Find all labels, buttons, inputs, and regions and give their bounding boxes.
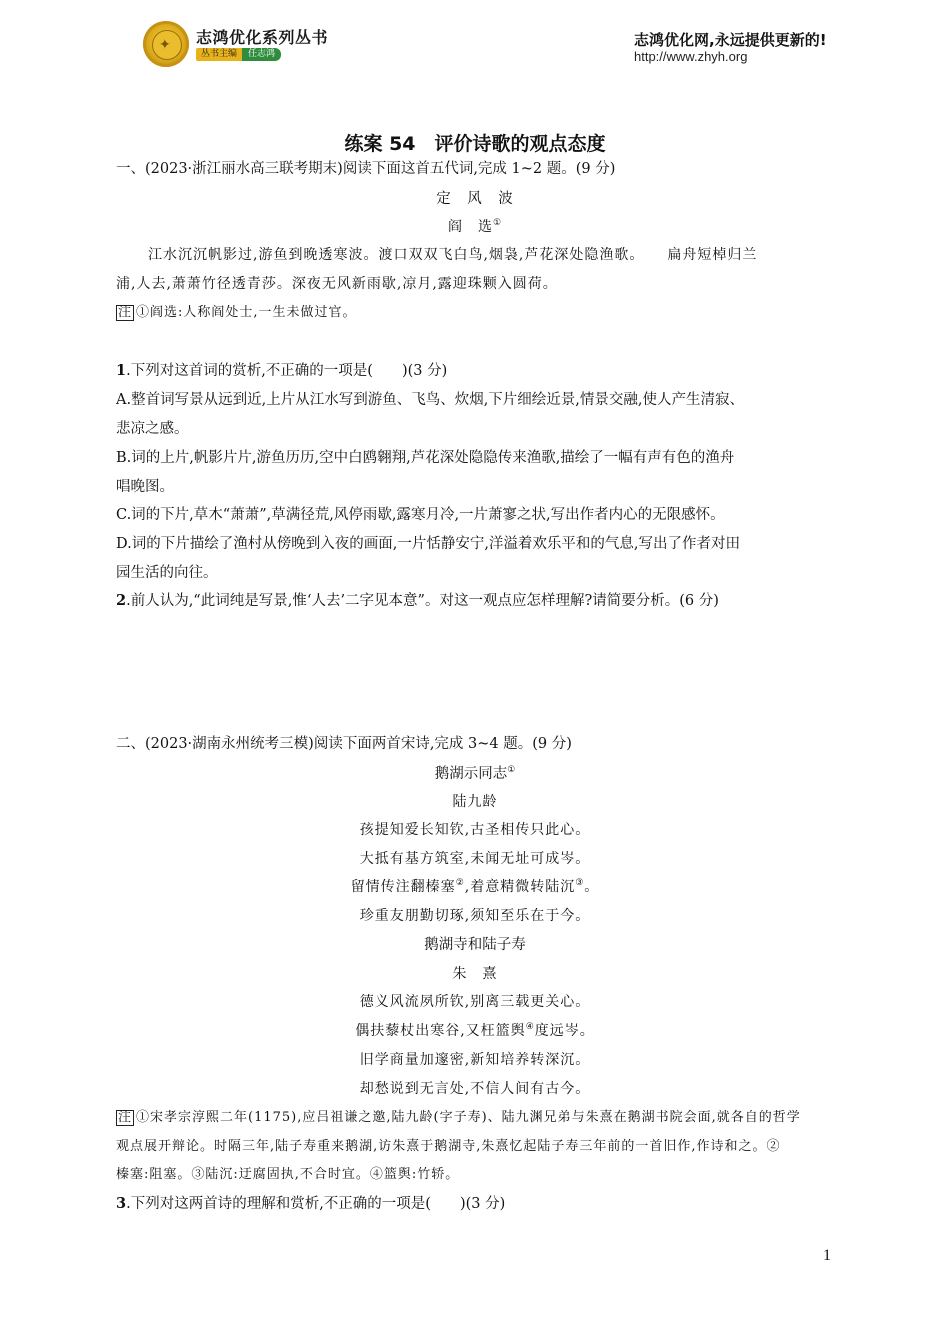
- poem1-line2: 大抵有基方筑室,未闻无址可成岑。: [359, 851, 591, 867]
- poem2-line2-part1: 偶扶藜杖出寒谷,又枉篮舆: [355, 1023, 526, 1039]
- question-2: [116, 591, 719, 611]
- crane-icon: ✦: [159, 37, 171, 53]
- poem1-line3-end: 。: [584, 879, 600, 895]
- poem1-author: 陆九龄: [452, 794, 498, 810]
- section1-note: [116, 303, 357, 323]
- header-url[interactable]: http://www.zhyh.org: [634, 49, 748, 64]
- question-1: [116, 361, 447, 381]
- note-mark-2: ②: [455, 878, 465, 888]
- option-c: C.词的下片,草木“萧萧”,草满径荒,风停雨歇,露寒月冷,一片萧寥之状,写出作者内心的无限感怀。: [116, 507, 725, 523]
- series-title: 志鸿优化系列丛书: [196, 28, 329, 47]
- poem1-title-text: 鹅湖示同志: [434, 766, 508, 782]
- note-text: ①阎选:人称阎处士,一生未做过官。: [136, 305, 357, 320]
- question-number: 2: [116, 592, 127, 609]
- poem2-line4: 却愁说到无言处,不信人间有古今。: [359, 1081, 591, 1097]
- publisher-logo: [143, 21, 189, 67]
- note-mark-4: ④: [525, 1022, 535, 1032]
- note-mark-3: ③: [575, 878, 585, 888]
- poem2-author: 朱 熹: [452, 966, 498, 982]
- poem1-title: [0, 764, 950, 784]
- note-label: 注: [118, 1110, 133, 1125]
- question-3: [116, 1194, 505, 1214]
- section2-heading: 二、(2023·湖南永州统考三模)阅读下面两首宋诗,完成 3~4 题。(9 分): [116, 736, 572, 752]
- page-number: 1: [823, 1247, 831, 1264]
- editor-label: 丛书主编: [196, 48, 242, 61]
- question-stem: .下列对这两首诗的理解和赏析,不正确的一项是( )(3 分): [126, 1196, 506, 1212]
- poem2-line2-part2: 度远岑。: [534, 1023, 595, 1039]
- poem1-line3: [0, 877, 950, 897]
- poem1-line3-part2: ,着意精微转陆沉: [464, 879, 576, 895]
- author-name: 阎 选: [447, 219, 493, 235]
- poem2-title: 鹅湖寺和陆子寿: [424, 937, 526, 953]
- poem1-line1: 孩提知爱长知钦,古圣相传只此心。: [359, 822, 591, 838]
- option-a-line2: 悲凉之感。: [116, 421, 189, 437]
- note-text: ①宋孝宗淳熙二年(1175),应吕祖谦之邀,陆九龄(字子寿)、陆九渊兄弟与朱熹在鹅湖书院会面,就各自的哲学: [136, 1110, 801, 1125]
- poem1-line4: 珍重友朋勤切琢,须知至乐在于今。: [359, 908, 591, 924]
- poem-title: 定 风 波: [436, 191, 514, 207]
- question-stem: .下列对这首词的赏析,不正确的一项是( )(3 分): [126, 363, 448, 379]
- poem2-line2: [0, 1021, 950, 1041]
- section2-note-line3: 榛塞:阻塞。③陆沉:迂腐固执,不合时宜。④篮舆:竹轿。: [116, 1167, 460, 1182]
- option-b-line1: B.词的上片,帆影片片,游鱼历历,空中白鸥翱翔,芦花深处隐隐传来渔歌,描绘了一幅有声有色的渔舟: [116, 450, 735, 466]
- editor-badge: [196, 48, 281, 61]
- poem1-line3-part1: 留情传注翻榛塞: [350, 879, 456, 895]
- poem1-title-mark: ①: [507, 765, 516, 775]
- option-d-line1: D.词的下片描绘了渔村从傍晚到入夜的画面,一片恬静安宁,洋溢着欢乐平和的气息,写出了作者对田: [116, 536, 741, 552]
- section2-note-line1: [116, 1108, 801, 1128]
- note-label: 注: [118, 305, 133, 320]
- poem2-line1: 德义风流夙所钦,别离三载更关心。: [359, 994, 591, 1010]
- poem-text-line: 江水沉沉帆影过,游鱼到晚透寒波。渡口双双飞白鸟,烟袅,芦花深处隐渔歌。 扁舟短棹归兰: [148, 247, 758, 263]
- poem2-line3: 旧学商量加邃密,新知培养转深沉。: [359, 1052, 591, 1068]
- author-note-mark: ①: [492, 218, 503, 228]
- page-title: 练案 54 评价诗歌的观点态度: [344, 133, 606, 155]
- section1-heading: 一、(2023·浙江丽水高三联考期末)阅读下面这首五代词,完成 1~2 题。(9 分): [116, 161, 616, 177]
- section2-note-line2: 观点展开辩论。时隔三年,陆子寿重来鹅湖,访朱熹于鹅湖寺,朱熹忆起陆子寿三年前的一首旧作,作诗和之。②: [116, 1139, 781, 1154]
- question-number: 1: [116, 362, 127, 379]
- option-b-line2: 唱晚图。: [116, 479, 174, 495]
- poem-text-line: 浦,人去,萧萧竹径透青莎。深夜无风新雨歇,凉月,露迎珠颗入圆荷。: [116, 276, 558, 292]
- option-a-line1: A.整首词写景从远到近,上片从江水写到游鱼、飞鸟、炊烟,下片细绘近景,情景交融,使人产生清寂、: [116, 392, 745, 408]
- poem-author: [0, 217, 950, 237]
- header-slogan: 志鸿优化网,永远提供更新的!: [634, 31, 827, 49]
- editor-name: 任志鸿: [242, 48, 281, 61]
- question-stem: .前人认为,“此词纯是写景,惟‘人去’二字见本意”。对这一观点应怎样理解?请简要分析。(6 分): [126, 593, 719, 609]
- question-number: 3: [116, 1195, 127, 1212]
- option-d-line2: 园生活的向往。: [116, 565, 218, 581]
